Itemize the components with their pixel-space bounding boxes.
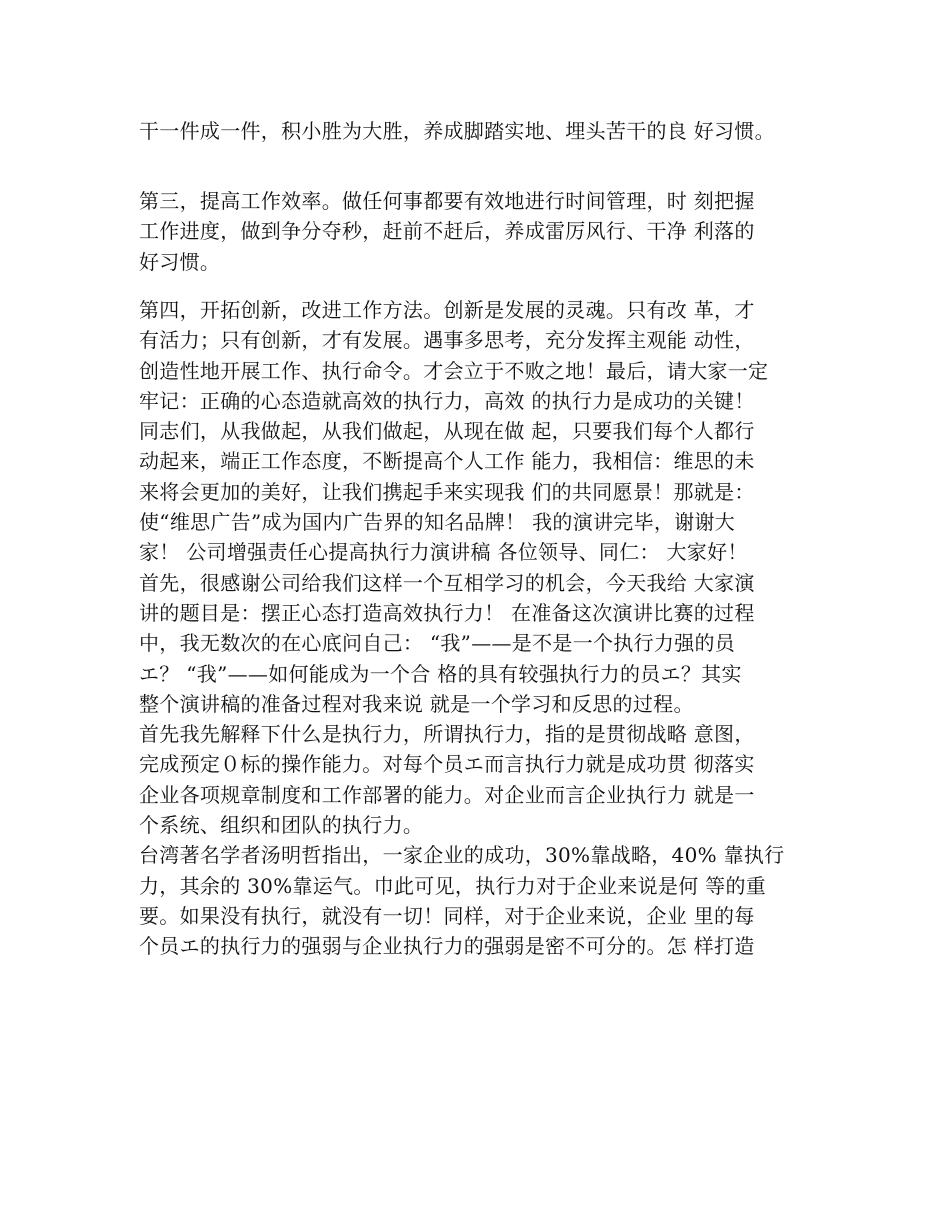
text-line: 企业各项规章制度和工作部署的能力。对企业而言企业执行力 就是一 [139,782,755,807]
text-line: 要。如果没有执行，就没有一切！同样，对于企业来说，企业 里的每 [139,903,755,928]
text-line: 有活力；只有创新，才有发展。遇事多思考，充分发挥主观能 动性， [139,328,755,353]
text-line: 家！ 公司增强责任心提高执行力演讲稿 各位领导、同仁： 大家好！ [139,540,748,565]
text-line: 第三，提高工作效率。做任何事都要有效地进行时间管理，时 刻把握 [139,189,755,213]
text-line: 工作进度，做到争分夺秒，赶前不赶后，养成雷厉风行、干净 利落的 [139,219,755,244]
text-line: 首先我先解释下什么是执行力，所谓执行力，指的是贯彻战略 意图， [139,722,755,747]
text-line: 好习惯。 [139,249,221,274]
paragraph-block-1 [139,116,829,146]
text-line: 使“维思广告”成为国内广告界的知名品牌！ 我的演讲完毕，谢谢大 [139,510,736,535]
text-line: エ？ “我”——如何能成为一个合 格的具有较强执行力的员エ？其实 [139,661,742,686]
text-line: 完成预定０标的操作能力。对每个员エ而言执行力就是成功贯 彻落实 [139,752,755,777]
text-line: 第四，开拓创新，改进工作方法。创新是发展的灵魂。只有改 革，才 [139,298,755,322]
paragraph-block-3 [139,295,829,962]
text-line: 牢记：正确的心态造就高效的执行力，高效 的执行力是成功的关键！ [139,388,755,413]
text-line: 创造性地开展工作、执行命令。才会立于不败之地！最后，请大家一定 [139,358,769,383]
text-line: 个员エ的执行力的强弱与企业执行力的强弱是密不可分的。怎 样打造 [139,934,755,959]
text-line: 首先，很感谢公司给我们这样一个互相学习的机会，今天我给 大家演 [139,570,755,595]
text-line: 动起来，端正工作态度，不断提高个人工作 能力，我相信：维思的未 [139,449,755,474]
text-line: 同志们，从我做起，从我们做起，从现在做 起，只要我们每个人都行 [139,419,755,444]
text-line: 个系统、组织和团队的执行力。 [139,813,424,838]
text-line: 力，其余的 30%靠运气。巾此可见，执行力对于企业来说是何 等的重 [139,873,767,898]
text-line: 台湾著名学者汤明哲指出，一家企业的成功，30%靠战略，40% 靠执行 [139,843,785,868]
text-line: 整个演讲稿的准备过程对我来说 就是一个学习和反思的过程。 [139,691,694,716]
text-line: 干一件成一件，积小胜为大胜，养成脚踏实地、埋头苦干的良 好习惯。 [139,119,775,143]
text-line: 讲的题目是：摆正心态打造高效执行力！ 在准备这次演讲比赛的过程 [139,600,755,625]
text-line: 来将会更加的美好，让我们携起手来实现我 们的共同愿景！那就是： [139,479,755,504]
paragraph-block-2 [139,186,829,277]
text-line: 中，我无数次的在心底问自己： “我”——是不是一个执行力强的员 [139,631,736,656]
